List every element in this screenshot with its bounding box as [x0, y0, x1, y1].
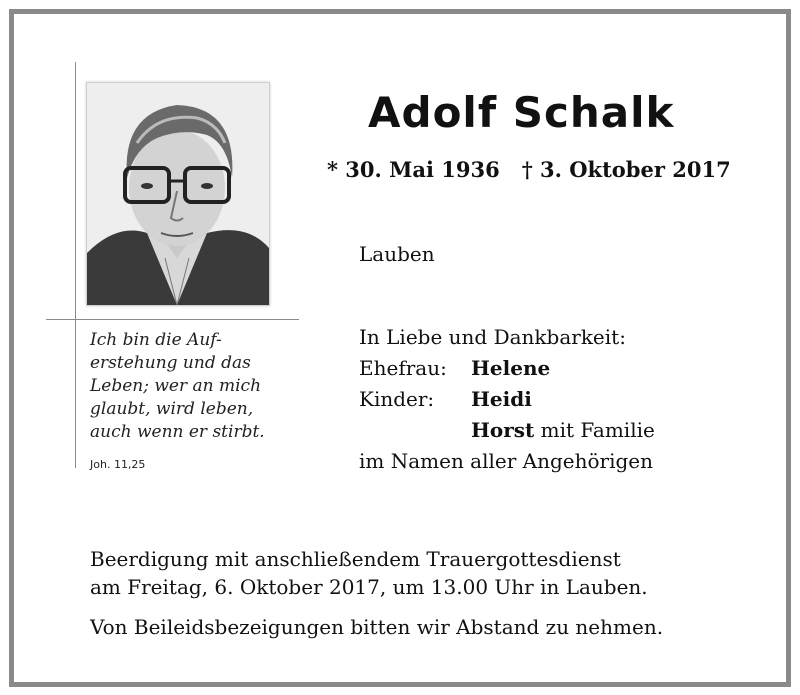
closing-note: Von Beileidsbezeigungen bitten wir Abstand zu nehmen. — [90, 615, 664, 639]
spouse-label: Ehefrau: — [359, 356, 447, 380]
spouse-name: Helene — [471, 356, 551, 380]
quote-line: Leben; wer an mich — [90, 376, 262, 396]
horizontal-divider — [46, 319, 299, 320]
child-suffix: mit Familie — [540, 418, 655, 442]
funeral-info — [90, 545, 648, 601]
death-date: † 3. Oktober 2017 — [521, 157, 731, 182]
hometown: Lauben — [359, 242, 435, 266]
children-label: Kinder: — [359, 387, 435, 411]
birth-date: * 30. Mai 1936 — [327, 157, 500, 182]
portrait-photo — [86, 82, 270, 306]
life-dates — [327, 157, 731, 182]
children-row — [359, 384, 655, 415]
spouse-row — [359, 353, 655, 384]
vertical-divider — [75, 62, 76, 468]
child-name: Horst — [471, 418, 535, 442]
bible-quote — [90, 329, 265, 444]
children-row — [359, 415, 655, 446]
family-intro: In Liebe und Dankbarkeit: — [359, 325, 626, 349]
quote-line: Ich bin die Auf- — [90, 330, 222, 350]
funeral-line: Beerdigung mit anschließendem Trauergottesdienst — [90, 547, 621, 571]
quote-line: glaubt, wird leben, — [90, 399, 254, 419]
verse-reference: Joh. 11,25 — [90, 458, 146, 471]
deceased-name: Adolf Schalk — [368, 88, 675, 137]
quote-line: auch wenn er stirbt. — [90, 422, 265, 442]
family-section — [359, 322, 655, 477]
relatives-line: im Namen aller Angehörigen — [359, 449, 654, 473]
child-name: Heidi — [471, 387, 532, 411]
funeral-line: am Freitag, 6. Oktober 2017, um 13.00 Uhr in Lauben. — [90, 575, 648, 599]
quote-line: erstehung und das — [90, 353, 251, 373]
